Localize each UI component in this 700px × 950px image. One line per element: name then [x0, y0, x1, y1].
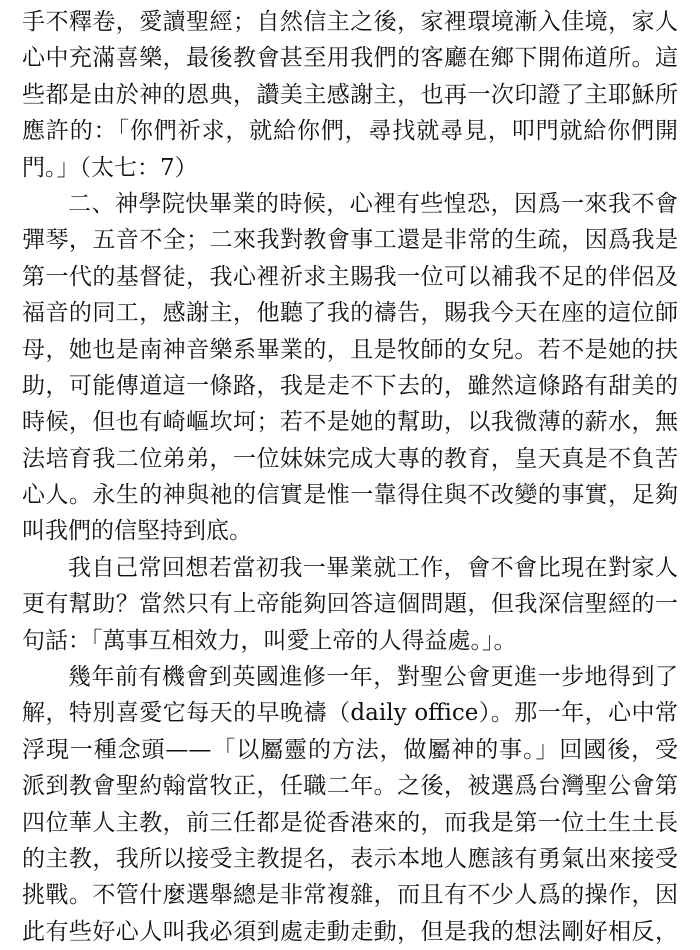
text-line: 福音的同工，感謝主，他聽了我的禱告，賜我今天在座的這位師: [22, 300, 678, 327]
text-line: 第一代的基督徒，我心裡祈求主賜我一位可以補我不足的伴侶及: [22, 263, 678, 290]
text-line: 手不釋卷，愛讀聖經；自然信主之後，家裡環境漸入佳境，家人: [22, 9, 678, 35]
paragraph: [22, 550, 678, 659]
text-line: 叫我們的信堅持到底。: [22, 518, 252, 545]
text-line: 法培育我二位弟弟，一位妹妹完成大專的教育，皇天真是不負苦: [22, 445, 678, 472]
text-line: 心人。永生的神與祂的信實是惟一靠得住與不改變的事實，足夠: [22, 482, 678, 509]
text-line: 彈琴，五音不全；二來我對教會事工還是非常的生疏，因爲我是: [22, 227, 678, 254]
paragraph: [22, 659, 678, 950]
text-line: 派到教會聖約翰當牧正，任職二年。之後，被選爲台灣聖公會第: [22, 773, 678, 800]
paragraph: [22, 186, 678, 550]
text-line: 的主教，我所以接受主教提名，表示本地人應該有勇氣出來接受: [22, 845, 678, 872]
text-line: 心中充滿喜樂，最後教會甚至用我們的客廳在鄉下開佈道所。這: [22, 45, 678, 72]
text-line: 挑戰。不管什麼選舉總是非常複雜，而且有不少人爲的操作，因: [22, 882, 678, 909]
text-line: 門。」（太七：7）: [22, 154, 198, 181]
text-line: 句話：「萬事互相效力，叫愛上帝的人得益處。」。: [22, 627, 517, 654]
text-line: 四位華人主教，前三任都是從香港來的，而我是第一位土生土長: [22, 809, 678, 836]
text-line: 二、神學院快畢業的時候，心裡有些惶恐，因爲一來我不會: [68, 190, 678, 217]
text-line: 些都是由於神的恩典，讚美主感謝主，也再一次印證了主耶穌所: [22, 81, 678, 108]
text-line: 更有幫助？當然只有上帝能夠回答這個問題，但我深信聖經的一: [22, 591, 678, 618]
text-line: 應許的：「你們祈求，就給你們，尋找就尋見，叩門就給你們開: [22, 118, 678, 145]
text-line: 母，她也是南神音樂系畢業的，且是牧師的女兒。若不是她的扶: [22, 336, 678, 363]
paragraph: [22, 4, 678, 186]
text-line: 我自己常回想若當初我一畢業就工作，會不會比現在對家人: [68, 554, 678, 581]
text-line: 時候，但也有崎嶇坎坷；若不是她的幫助，以我微薄的薪水，無: [22, 409, 678, 436]
text-line: 助，可能傳道這一條路，我是走不下去的，雖然這條路有甜美的: [22, 372, 678, 399]
text-line: 解，特別喜愛它每天的早晚禱（daily office）。那一年，心中常: [22, 700, 678, 727]
text-line: 浮現一種念頭——「以屬靈的方法，做屬神的事。」回國後，受: [22, 736, 678, 763]
text-line: 此有些好心人叫我必須到處走動走動，但是我的想法剛好相反，: [22, 918, 678, 945]
text-line: 幾年前有機會到英國進修一年，對聖公會更進一步地得到了: [68, 664, 678, 691]
